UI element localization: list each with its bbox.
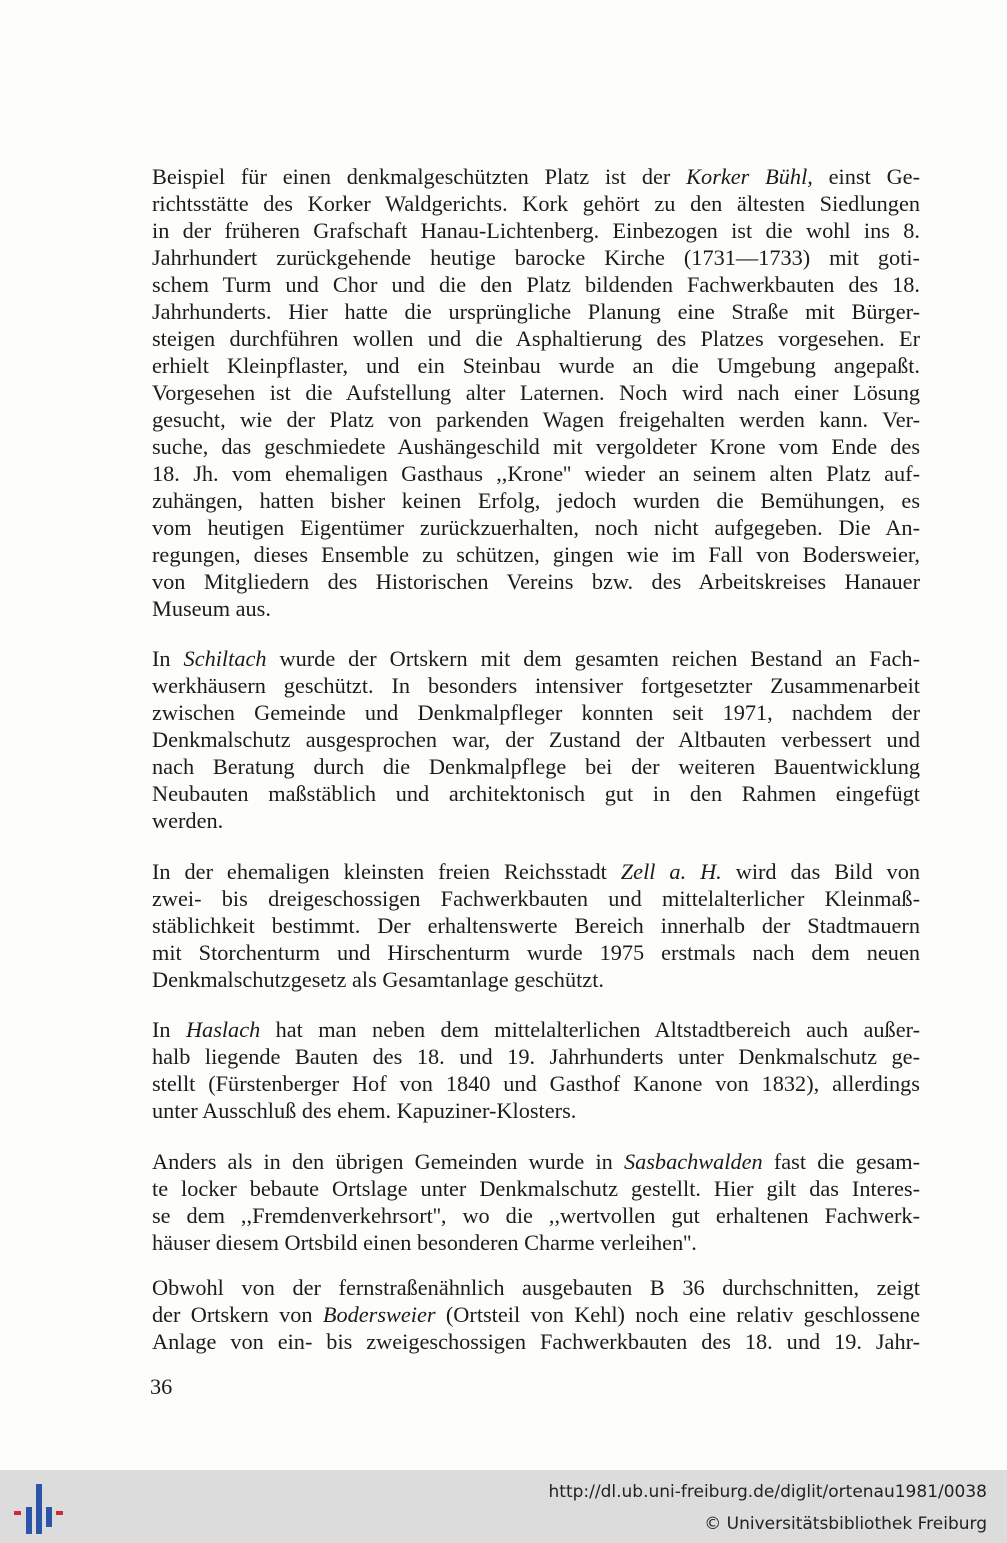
text-segment: mit Storchenturm und Hirschenturm wurde 1975 erstmals nach dem neuen	[152, 940, 920, 965]
page-number: 36	[150, 1374, 173, 1399]
text-line	[152, 595, 920, 622]
text-segment: zwischen Gemeinde und Denkmalpfleger konnten seit 1971, nachdem der	[152, 700, 920, 725]
text-line	[152, 541, 920, 568]
text-segment: werkhäusern geschützt. In besonders intensiver fortgesetzter Zusammenarbeit	[152, 673, 920, 698]
text-line	[152, 1148, 920, 1175]
text-segment: gesucht, wie der Platz von parkenden Wagen freigehalten werden kann. Ver-	[152, 407, 920, 432]
text-line	[152, 163, 920, 190]
text-segment: Obwohl von der fernstraßenähnlich ausgebauten B 36 durchschnitten, zeigt	[152, 1275, 920, 1300]
text-segment: regungen, dieses Ensemble zu schützen, gingen wie im Fall von Bodersweier,	[152, 542, 920, 567]
text-line	[152, 780, 920, 807]
place-name: Bodersweier	[322, 1302, 436, 1327]
place-name: Schiltach	[183, 646, 267, 671]
text-line	[152, 1274, 920, 1301]
text-line	[152, 645, 920, 672]
text-line	[152, 1328, 920, 1355]
text-line	[152, 1175, 920, 1202]
text-line	[152, 1016, 920, 1043]
text-line	[152, 939, 920, 966]
text-segment: te locker bebaute Ortslage unter Denkmalschutz gestellt. Hier gilt das Interes-	[152, 1176, 920, 1201]
text-segment: zwei- bis dreigeschossigen Fachwerkbauten und mittelalterlicher Kleinmaß-	[152, 886, 920, 911]
text-segment: Museum aus.	[152, 596, 271, 621]
text-segment: erhielt Kleinpflaster, und ein Steinbau wurde an die Umgebung angepaßt.	[152, 353, 920, 378]
text-segment: der Ortskern von	[152, 1302, 323, 1327]
text-line	[152, 271, 920, 298]
paragraph	[152, 163, 920, 622]
text-line	[152, 406, 920, 433]
place-name: Haslach	[185, 1017, 261, 1042]
text-line	[152, 699, 920, 726]
text-line	[152, 568, 920, 595]
text-segment: Neubauten maßstäblich und architektonisch gut in den Rahmen eingefügt	[152, 781, 920, 806]
text-line	[152, 325, 920, 352]
text-line	[152, 1202, 920, 1229]
text-line	[152, 753, 920, 780]
text-segment: häuser diesem Ortsbild einen besonderen Charme verleihen''.	[152, 1230, 697, 1255]
text-line	[152, 726, 920, 753]
text-segment: unter Ausschluß des ehem. Kapuziner-Klosters.	[152, 1098, 577, 1123]
text-line	[152, 244, 920, 271]
text-segment: stäblichkeit bestimmt. Der erhaltenswerte Bereich innerhalb der Stadtmauern	[152, 913, 920, 938]
paragraph	[152, 645, 920, 834]
text-segment: nach Beratung durch die Denkmalpflege bei der weiteren Bauentwicklung	[152, 754, 920, 779]
text-line	[152, 807, 920, 834]
text-segment: fast die gesam-	[762, 1149, 920, 1174]
text-line	[152, 433, 920, 460]
text-segment: Anlage von ein- bis zweigeschossigen Fachwerkbauten des 18. und 19. Jahr-	[152, 1329, 920, 1354]
text-segment: In der ehemaligen kleinsten freien Reichsstadt	[152, 859, 621, 884]
text-line	[152, 672, 920, 699]
text-segment: Jahrhundert zurückgehende heutige barocke Kirche (1731—1733) mit goti-	[152, 245, 920, 270]
paragraph	[152, 858, 920, 993]
place-name: Zell a. H.	[620, 859, 722, 884]
text-segment: hat man neben dem mittelalterlichen Altstadtbereich auch außer-	[260, 1017, 920, 1042]
text-segment: stellt (Fürstenberger Hof von 1840 und Gasthof Kanone von 1832), allerdings	[152, 1071, 920, 1096]
text-segment: richtsstätte des Korker Waldgerichts. Kork gehört zu den ältesten Siedlungen	[152, 191, 920, 216]
text-segment: Denkmalschutzgesetz als Gesamtanlage geschützt.	[152, 967, 604, 992]
text-segment: einst Ge-	[812, 164, 920, 189]
ub-freiburg-logo-icon	[14, 1484, 64, 1534]
text-line	[152, 190, 920, 217]
text-line	[152, 912, 920, 939]
footer-copyright: © Universitätsbibliothek Freiburg	[704, 1514, 987, 1534]
text-segment: Beispiel für einen denkmalgeschützten Platz ist der	[152, 164, 687, 189]
text-line	[152, 1070, 920, 1097]
text-line	[152, 514, 920, 541]
paragraph	[152, 1274, 920, 1355]
paragraph	[152, 1148, 920, 1256]
text-segment: werden.	[152, 808, 224, 833]
text-line	[152, 858, 920, 885]
footer-bar	[0, 1470, 1007, 1543]
text-segment: Denkmalschutz ausgesprochen war, der Zustand der Altbauten verbessert und	[152, 727, 920, 752]
text-segment: schem Turm und Chor und die den Platz bildenden Fachwerkbauten des 18.	[152, 272, 920, 297]
text-line	[152, 460, 920, 487]
text-segment: Vorgesehen ist die Aufstellung alter Laternen. Noch wird nach einer Lösung	[152, 380, 920, 405]
text-segment: wurde der Ortskern mit dem gesamten reichen Bestand an Fach-	[266, 646, 920, 671]
text-segment: wird das Bild von	[721, 859, 920, 884]
text-line	[152, 1301, 920, 1328]
text-line	[152, 1097, 920, 1124]
text-line	[152, 885, 920, 912]
text-line	[152, 966, 920, 993]
text-line	[152, 1043, 920, 1070]
place-name: Korker Bühl,	[686, 164, 813, 189]
place-name: Sasbachwalden	[623, 1149, 763, 1174]
footer-url-link[interactable]: http://dl.ub.uni-freiburg.de/diglit/ortenau1981/0038	[548, 1482, 987, 1502]
text-segment: von Mitgliedern des Historischen Vereins bzw. des Arbeitskreises Hanauer	[152, 569, 920, 594]
text-segment: vom heutigen Eigentümer zurückzuerhalten, noch nicht aufgegeben. Die An-	[152, 515, 920, 540]
text-segment: In	[152, 1017, 186, 1042]
text-segment: se dem ,,Fremdenverkehrsort'', wo die ,,wertvollen gut erhaltenen Fachwerk-	[152, 1203, 920, 1228]
text-segment: halb liegende Bauten des 18. und 19. Jahrhunderts unter Denkmalschutz ge-	[152, 1044, 920, 1069]
text-segment: suche, das geschmiedete Aushängeschild mit vergoldeter Krone vom Ende des	[152, 434, 920, 459]
text-segment: In	[152, 646, 184, 671]
text-segment: (Ortsteil von Kehl) noch eine relativ geschlossene	[435, 1302, 920, 1327]
text-line	[152, 352, 920, 379]
text-segment: steigen durchführen wollen und die Asphaltierung des Platzes vorgesehen. Er	[152, 326, 920, 351]
text-line	[152, 298, 920, 325]
text-segment: zuhängen, hatten bisher keinen Erfolg, jedoch wurden die Bemühungen, es	[152, 488, 920, 513]
text-line	[152, 379, 920, 406]
text-segment: Jahrhunderts. Hier hatte die ursprüngliche Planung eine Straße mit Bürger-	[152, 299, 920, 324]
text-line	[152, 1229, 920, 1256]
text-segment: Anders als in den übrigen Gemeinden wurde in	[152, 1149, 624, 1174]
text-segment: 18. Jh. vom ehemaligen Gasthaus ,,Krone'' wieder an seinem alten Platz auf-	[152, 461, 920, 486]
text-line	[152, 217, 920, 244]
text-segment: in der früheren Grafschaft Hanau-Lichtenberg. Einbezogen ist die wohl ins 8.	[152, 218, 920, 243]
paragraph	[152, 1016, 920, 1124]
text-line	[152, 487, 920, 514]
